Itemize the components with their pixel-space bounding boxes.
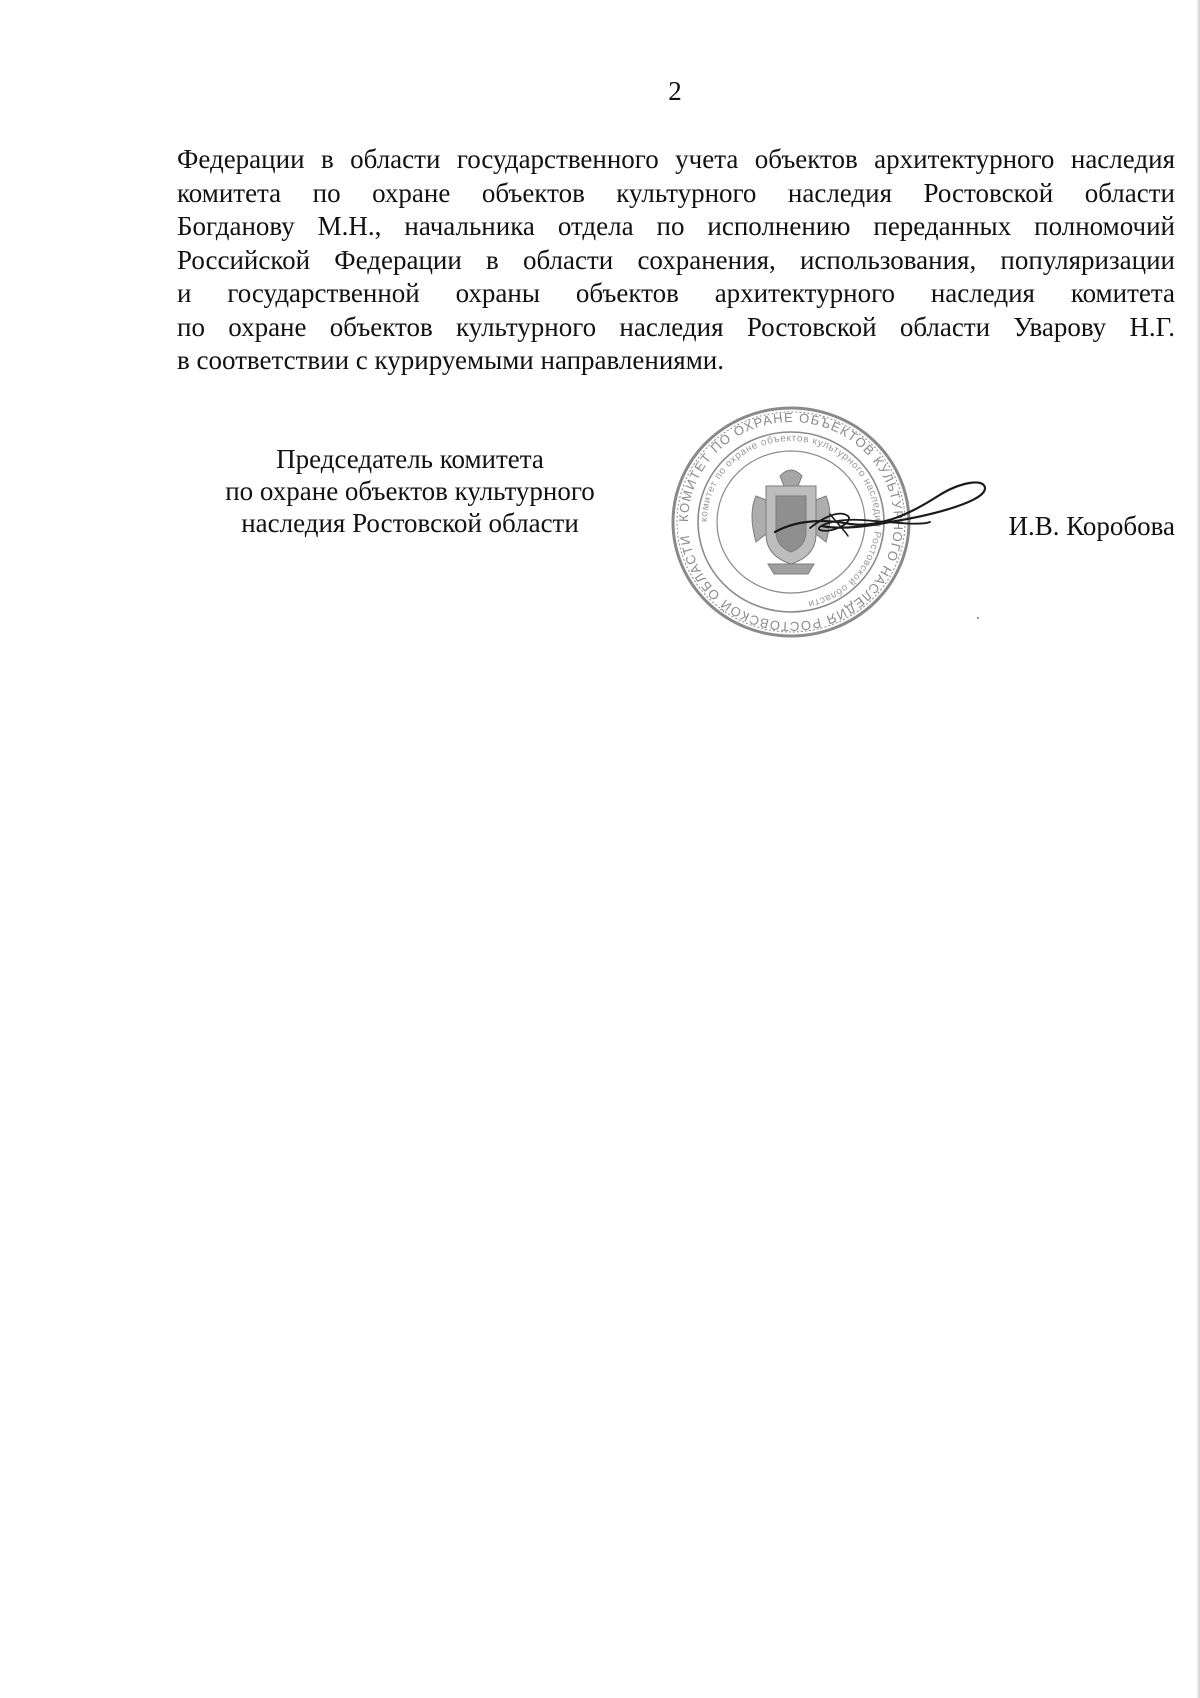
signatory-position-line: наследия Ростовской области — [241, 508, 579, 538]
body-line: Российской Федерации в области сохранения, использования, популяризации — [177, 244, 1175, 275]
signatory-position — [200, 443, 620, 539]
body-line: по охране объектов культурного наследия Ростовской области Уварову Н.Г. — [177, 311, 1175, 342]
stamp-outer-text: КОМИТЕТ ПО ОХРАНЕ ОБЪЕКТОВ КУЛЬТУРНОГО НАСЛЕДИЯ РОСТОВСКОЙ ОБЛАСТИ — [675, 409, 907, 635]
body-line: Богданову М.Н., начальника отдела по исполнению переданных полномочий — [177, 211, 1175, 241]
handwritten-signature — [770, 470, 990, 550]
scan-speck — [977, 617, 979, 619]
signatory-position-line: по охране объектов культурного — [225, 476, 595, 506]
page-edge-shadow — [1196, 0, 1200, 1698]
body-line: и государственной охраны объектов архитектурного наследия комитета — [177, 278, 1175, 308]
body-line: комитета по охране объектов культурного наследия Ростовской области — [177, 177, 1175, 208]
body-line: Федерации в области государственного учета объектов архитектурного наследия — [177, 144, 1175, 174]
stamp-inner-text: комитет по охране объектов культурного наследия Ростовской области — [698, 432, 884, 610]
page-number: 2 — [668, 76, 682, 106]
signatory-position-line: Председатель комитета — [276, 444, 544, 474]
body-paragraph — [177, 143, 1175, 378]
signatory-name: И.В. Коробова — [1008, 511, 1175, 541]
body-line: в соответствии с курируемыми направлениями. — [177, 345, 724, 375]
